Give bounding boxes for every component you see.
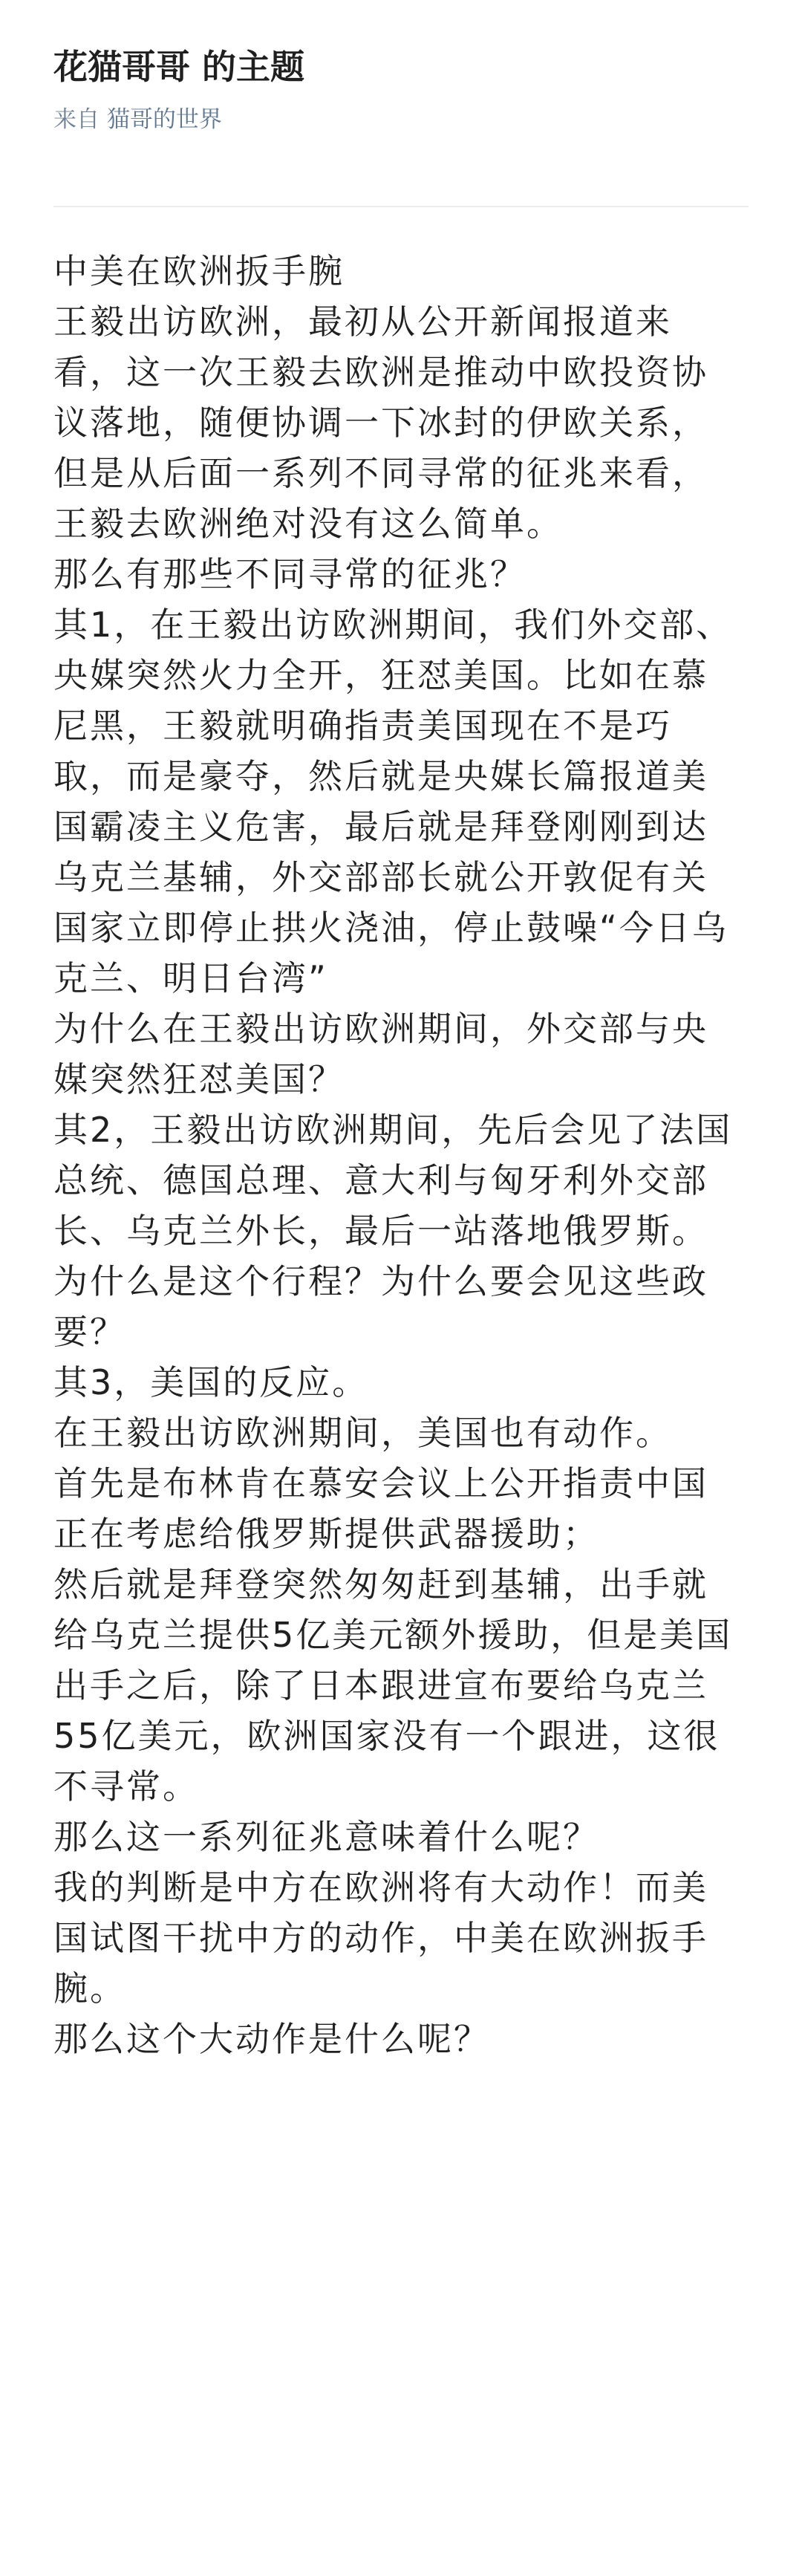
article-line: 那么这一系列征兆意味着什么呢？ <box>53 1817 599 1857</box>
article-line: 克兰、明日台湾” <box>53 958 328 998</box>
source-author-link[interactable]: 猫哥的世界 <box>106 106 222 133</box>
article-line: 我的判断是中方在欧洲将有大动作！而美 <box>53 1867 708 1907</box>
source-line <box>53 104 749 135</box>
article-line: 尼黑，王毅就明确指责美国现在不是巧 <box>53 706 672 746</box>
article-line: 媒突然狂怼美国？ <box>53 1059 345 1099</box>
article-line: 首先是布林肯在慕安会议上公开指责中国 <box>53 1463 708 1503</box>
article-line: 取，而是豪夺，然后就是央媒长篇报道美 <box>53 756 708 796</box>
article-line: 国试图干扰中方的动作，中美在欧洲扳手 <box>53 1918 708 1958</box>
article-line: 乌克兰基辅，外交部部长就公开敦促有关 <box>53 857 708 897</box>
article-line: 其2，王毅出访欧洲期间，先后会见了法国 <box>53 1110 733 1150</box>
article-body <box>53 246 749 2064</box>
article-line: 中美在欧洲扳手腕 <box>53 251 345 291</box>
article-line: 腕。 <box>53 1968 126 2009</box>
article-line: 国家立即停止拱火浇油，停止鼓噪“今日乌 <box>53 908 728 948</box>
article-line: 在王毅出访欧洲期间，美国也有动作。 <box>53 1413 672 1453</box>
article-line: 那么有那些不同寻常的征兆？ <box>53 554 526 594</box>
article-line: 55亿美元，欧洲国家没有一个跟进，这很 <box>53 1716 720 1756</box>
article-line: 总统、德国总理、意大利与匈牙利外交部 <box>53 1160 708 1200</box>
article-line: 正在考虑给俄罗斯提供武器援助； <box>53 1514 599 1554</box>
article-line: 国霸凌主义危害，最后就是拜登刚刚到达 <box>53 807 708 847</box>
article-line: 为什么在王毅出访欧洲期间，外交部与央 <box>53 1009 708 1049</box>
article-line: 但是从后面一系列不同寻常的征兆来看， <box>53 453 708 493</box>
article-line: 央媒突然火力全开，狂怼美国。比如在慕 <box>53 655 708 695</box>
header-divider <box>53 206 749 207</box>
article-line: 其3，美国的反应。 <box>53 1362 369 1402</box>
post-header <box>53 43 749 135</box>
article-line: 其1，在王毅出访欧洲期间，我们外交部、 <box>53 605 733 645</box>
page-title: 花猫哥哥 的主题 <box>53 47 305 87</box>
article-line: 出手之后，除了日本跟进宣布要给乌克兰 <box>53 1665 708 1705</box>
article-line: 王毅出访欧洲，最初从公开新闻报道来 <box>53 302 672 342</box>
article-line: 要？ <box>53 1312 126 1352</box>
article-line: 不寻常。 <box>53 1766 199 1806</box>
article-line: 然后就是拜登突然匆匆赶到基辅，出手就 <box>53 1564 708 1604</box>
article-line: 议落地，随便协调一下冰封的伊欧关系， <box>53 403 708 443</box>
article-line: 长、乌克兰外长，最后一站落地俄罗斯。 <box>53 1211 708 1251</box>
article-line: 为什么是这个行程？为什么要会见这些政 <box>53 1261 708 1301</box>
article-line: 那么这个大动作是什么呢？ <box>53 2019 490 2059</box>
article-line: 王毅去欧洲绝对没有这么简单。 <box>53 504 563 544</box>
article-line: 看，这一次王毅去欧洲是推动中欧投资协 <box>53 352 708 392</box>
source-prefix: 来自 <box>53 106 100 133</box>
article-line: 给乌克兰提供5亿美元额外援助，但是美国 <box>53 1615 733 1655</box>
